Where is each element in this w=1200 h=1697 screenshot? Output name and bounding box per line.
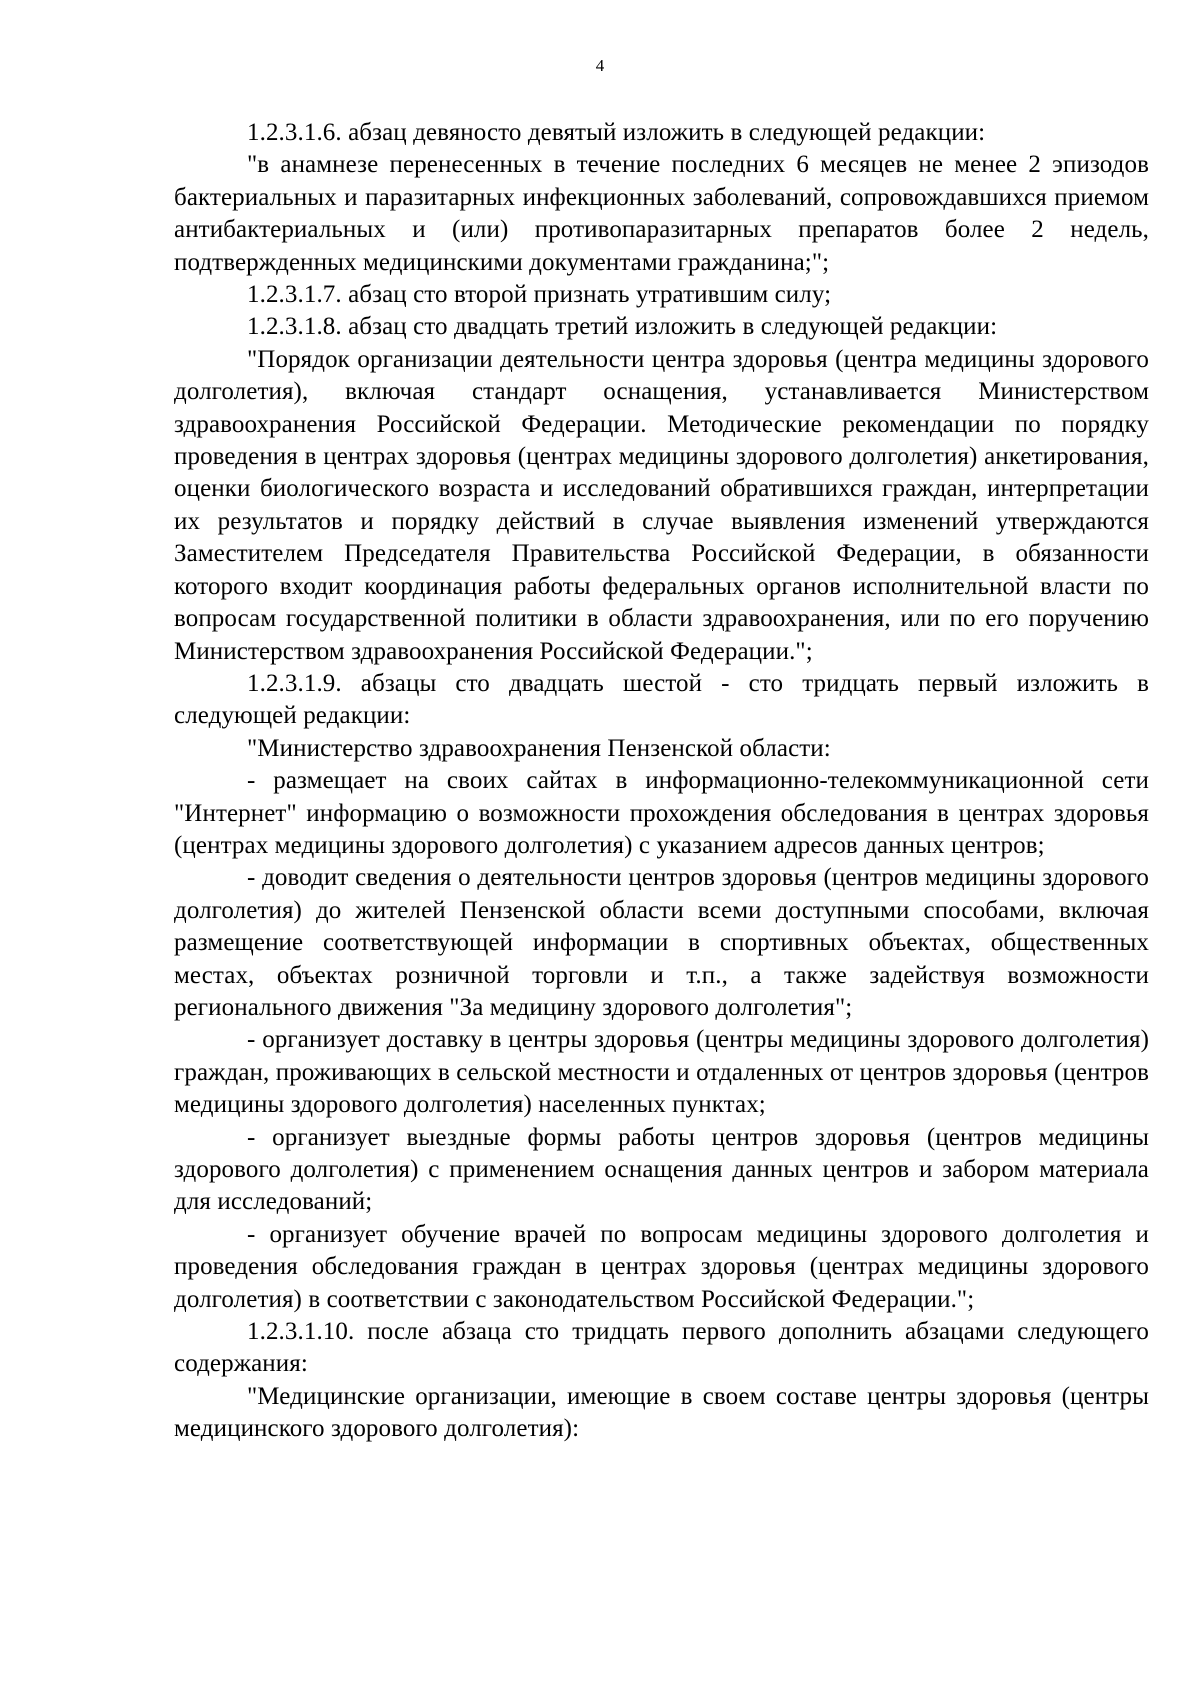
paragraph-13: 1.2.3.1.10. после абзаца сто тридцать первого дополнить абзацами следующего содержания: [174,1318,1149,1378]
paragraph-12: - организует обучение врачей по вопросам медицины здорового долголетия и проведения обследования граждан в центрах здоровья (центрах медицины здорового долголетия) в соответствии с законодательством Российской Федерации."; [174,1220,1149,1313]
page-number: 4 [595,56,605,75]
paragraph-14: "Медицинские организации, имеющие в своем составе центры здоровья (центры медицинского здорового долголетия): [174,1382,1149,1443]
document-body [174,117,1149,1446]
paragraph-8: - размещает на своих сайтах в информационно-телекоммуникационной сети "Интернет" информацию о возможности прохождения обследования в центрах здоровья (центрах медицины здорового долголетия) с указанием адресов данных центров; [174,767,1149,859]
paragraph-4: 1.2.3.1.8. абзац сто двадцать третий изложить в следующей редакции: [247,313,998,341]
paragraph-1: 1.2.3.1.6. абзац девяносто девятый изложить в следующей редакции: [247,119,986,146]
paragraph-10: - организует доставку в центры здоровья (центры медицины здорового долголетия) граждан, проживающих в сельской местности и отдаленных от центров здоровья (центров медицины здорового долголетия) населенных пунктах; [174,1026,1149,1119]
paragraph-9: - доводит сведения о деятельности центров здоровья (центров медицины здорового долголетия) до жителей Пензенской области всеми доступными способами, включая размещение соответствующей информации в спортивных объектах, общественных местах, объектах розничной торговли и т.п., а также задействуя возможности регионального движения "За медицину здорового долголетия"; [174,864,1149,1021]
paragraph-7: "Министерство здравоохранения Пензенской области: [247,734,831,762]
paragraph-6: 1.2.3.1.9. абзацы сто двадцать шестой - сто тридцать первый изложить в следующей редакции: [174,669,1149,730]
paragraph-11: - организует выездные формы работы центров здоровья (центров медицины здорового долголетия) с применением оснащения данных центров и забором материала для исследований; [174,1123,1149,1216]
paragraph-2: "в анамнезе перенесенных в течение последних 6 месяцев не менее 2 эпизодов бактериальных и паразитарных инфекционных заболеваний, сопровождавшихся приемом антибактериальных и (или) противопаразитарных препаратов более 2 недель, подтвержденных медицинскими документами гражданина;"; [174,151,1149,276]
paragraph-3: 1.2.3.1.7. абзац сто второй признать утратившим силу; [247,281,832,309]
paragraph-5: "Порядок организации деятельности центра здоровья (центра медицины здорового долголетия), включая стандарт оснащения, устанавливается Министерством здравоохранения Российской Федерации. Методические рекомендации по порядку проведения в центрах здоровья (центрах медицины здорового долголетия) анкетирования, оценки биологического возраста и исследований обратившихся граждан, интерпретации их результатов и порядку действий в случае выявления изменений утверждаются Заместителем Председателя Правительства Российской Федерации, в обязанности которого входит координация работы федеральных органов исполнительной власти по вопросам государственной политики в области здравоохранения, или по его поручению Министерством здравоохранения Российской Федерации."; [174,345,1149,665]
